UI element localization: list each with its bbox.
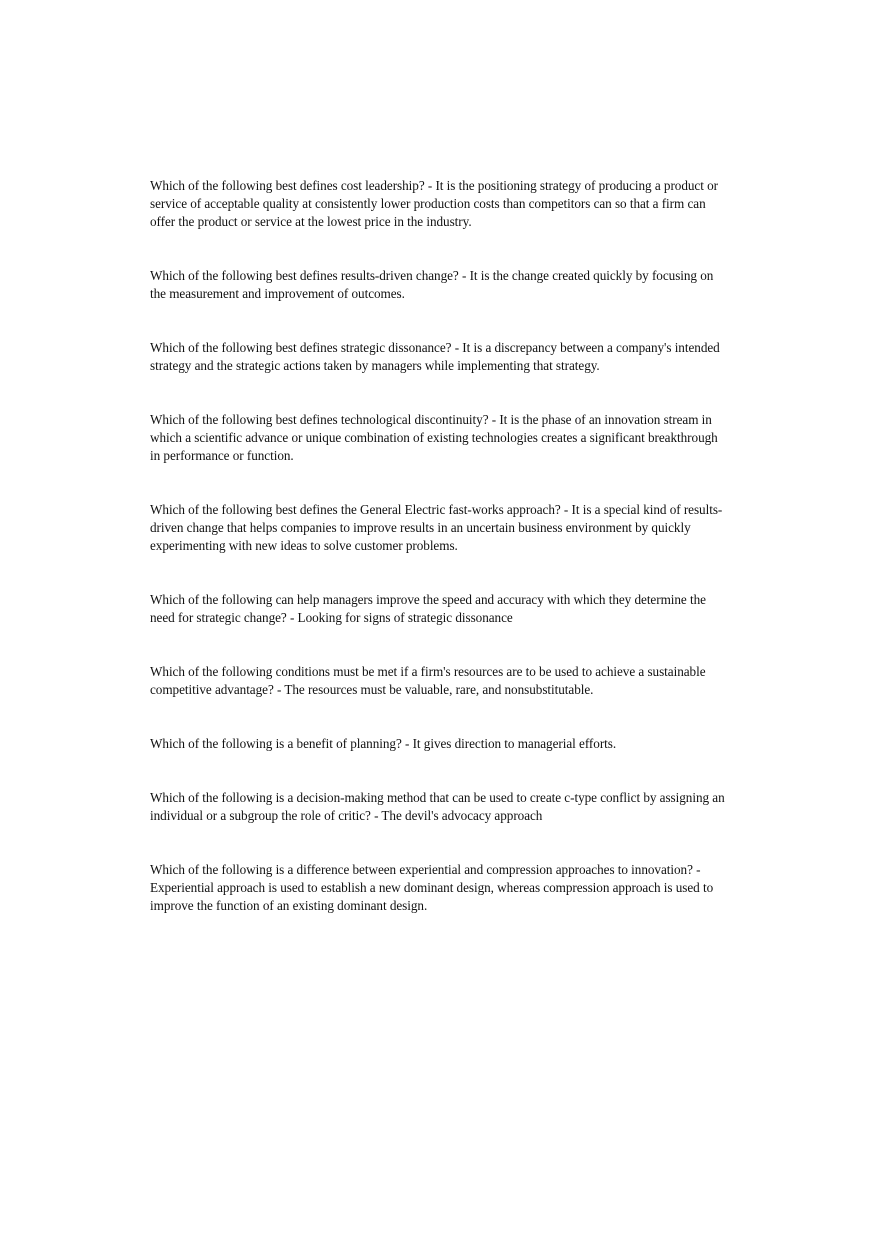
qa-item-cost-leadership: Which of the following best defines cost leadership? - It is the positioning strategy of producing a product or service of acceptable quality at consistently lower production costs than competitors can so that a firm can offer the product or service at the lowest price in the industry. — [150, 178, 718, 229]
qa-item-devils-advocacy: Which of the following is a decision-making method that can be used to create c-type conflict by assigning an individual or a subgroup the role of critic? - The devil's advocacy approach — [150, 790, 725, 823]
qa-item-results-driven-change: Which of the following best defines results-driven change? - It is the change created quickly by focusing on the measurement and improvement of outcomes. — [150, 268, 714, 301]
qa-item-strategic-dissonance: Which of the following best defines strategic dissonance? - It is a discrepancy between a company's intended strategy and the strategic actions taken by managers while implementing that strategy. — [150, 340, 720, 373]
qa-item-innovation-approaches: Which of the following is a difference between experiential and compression approaches to innovation? - Experiential approach is used to establish a new dominant design, whereas compression approach is used to improve the function of an existing dominant design. — [150, 862, 714, 913]
qa-item-technological-discontinuity: Which of the following best defines technological discontinuity? - It is the phase of an innovation stream in which a scientific advance or unique combination of existing technologies creates a significant breakthrough in performance or function. — [150, 412, 718, 463]
qa-item-fast-works-approach: Which of the following best defines the General Electric fast-works approach? - It is a special kind of results-driven change that helps companies to improve results in an uncertain business environment by quickly experimenting with new ideas to solve customer problems. — [150, 502, 723, 553]
qa-item-sustainable-advantage: Which of the following conditions must be met if a firm's resources are to be used to achieve a sustainable competitive advantage? - The resources must be valuable, rare, and nonsubstitutable. — [150, 664, 706, 697]
qa-item-strategic-change-need: Which of the following can help managers improve the speed and accuracy with which they determine the need for strategic change? - Looking for signs of strategic dissonance — [150, 592, 706, 625]
qa-list — [150, 177, 728, 951]
qa-item-planning-benefit: Which of the following is a benefit of planning? - It gives direction to managerial efforts. — [150, 736, 617, 751]
